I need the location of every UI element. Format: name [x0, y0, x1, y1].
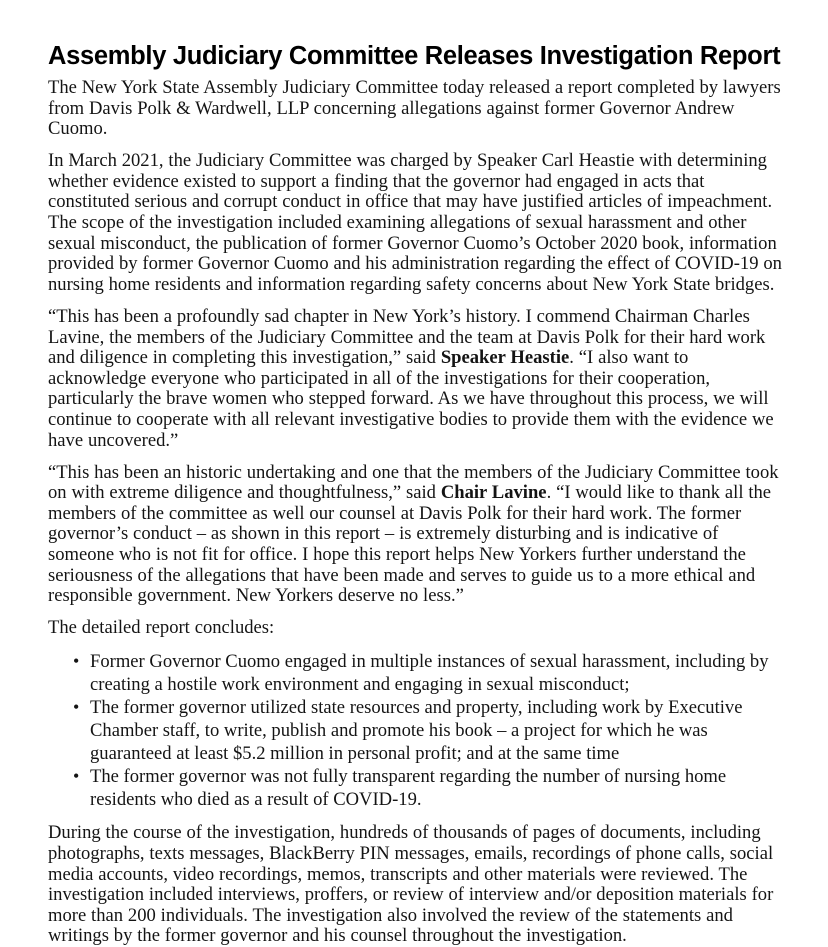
- document-body: [48, 78, 782, 947]
- lavine-quote-text-before: “This has been an historic undertaking and one that the members of the Judiciary Committee took on with extreme diligence and thoughtfulness,” said: [48, 461, 779, 504]
- page-title: Assembly Judiciary Committee Releases Investigation Report: [48, 42, 781, 71]
- conclusions-lead-in: The detailed report concludes:: [48, 617, 275, 639]
- heastie-quote-text-before: “This has been a profoundly sad chapter in New York’s history. I commend Chairman Charles Lavine, the members of the Judiciary Committee and the team at Davis Polk for their hard work and diligence in completing this investigation,” said: [48, 305, 766, 369]
- heastie-quote-text-after: . “I also want to acknowledge everyone who participated in all of the investigations for their cooperation, particularly the brave women who stepped forward. As we have throughout this process, we will continue to cooperate with all relevant investigative bodies to provide them with the evidence we have uncovered.”: [48, 347, 774, 451]
- list-item-text: The former governor utilized state resources and property, including work by Executive Chamber staff, to write, publish and promote his book – a project for which he was guaranteed at least $5.2 million in personal profit; and at the same time: [90, 697, 743, 765]
- paragraph-lavine-quote: [48, 463, 782, 607]
- conclusions-list: [48, 650, 782, 811]
- bullet-icon: •: [73, 651, 80, 672]
- list-item-text: Former Governor Cuomo engaged in multiple instances of sexual harassment, including by creating a hostile work environment and engaging in sexual misconduct;: [90, 651, 769, 696]
- heastie-attribution: Speaker Heastie: [440, 347, 570, 369]
- list-item: [48, 765, 782, 811]
- paragraph-investigation-scope: During the course of the investigation, hundreds of thousands of pages of documents, including photographs, texts messages, BlackBerry PIN messages, emails, recordings of phone calls, social media accounts, video recordings, memos, transcripts and other materials were reviewed. The investigation included interviews, proffers, or review of interview and/or deposition materials for more than 200 individuals. The investigation also involved the review of the statements and writings by the former governor and his counsel throughout the investigation.: [48, 822, 774, 947]
- paragraph-charge-scope: In March 2021, the Judiciary Committee was charged by Speaker Carl Heastie with determining whether evidence existed to support a finding that the governor had engaged in acts that constituted serious and corrupt conduct in office that may have justified articles of impeachment. The scope of the investigation included examining allegations of sexual harassment and other sexual misconduct, the publication of former Governor Cuomo’s October 2020 book, information provided by former Governor Cuomo and his administration regarding the effect of COVID-19 on nursing home residents and information regarding safety concerns about New York State bridges.: [48, 150, 782, 295]
- paragraph-heastie-quote: [48, 307, 782, 451]
- paragraph-intro: The New York State Assembly Judiciary Committee today released a report completed by lawyers from Davis Polk & Wardwell, LLP concerning allegations against former Governor Andrew Cuomo.: [48, 77, 781, 140]
- list-item: [48, 650, 782, 696]
- lavine-attribution: Chair Lavine: [440, 482, 547, 504]
- bullet-icon: •: [73, 766, 80, 787]
- list-item-text: The former governor was not fully transparent regarding the number of nursing home residents who died as a result of COVID-19.: [90, 766, 727, 811]
- lavine-quote-text-after: . “I would like to thank all the members of the committee as well our counsel at Davis Polk for their hard work. The former governor’s conduct – as shown in this report – is extremely disturbing and is indicative of someone who is not fit for office. I hope this report helps New Yorkers further understand the seriousness of the allegations that have been made and serves to guide us to a more ethical and responsible government. New Yorkers deserve no less.”: [48, 482, 772, 607]
- bullet-icon: •: [73, 697, 80, 718]
- list-item: [48, 696, 782, 765]
